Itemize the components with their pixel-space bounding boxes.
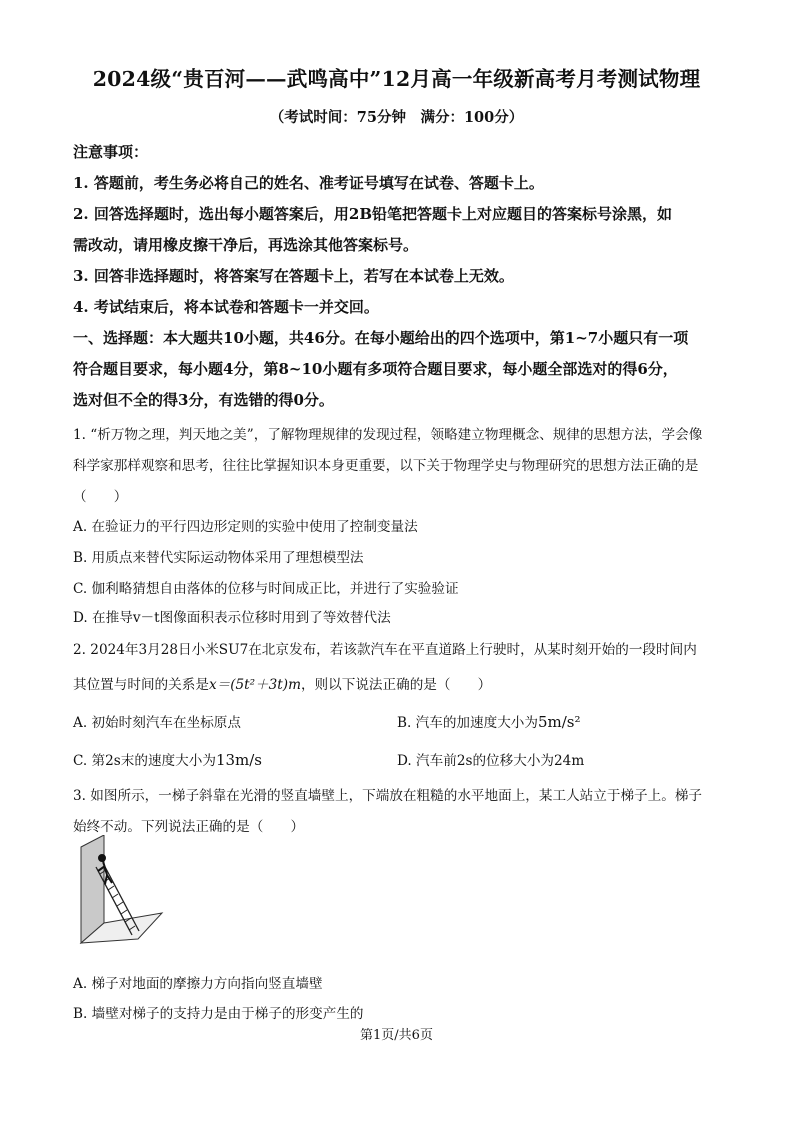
notice-item: 2. 回答选择题时，选出每小题答案后，用2B铅笔把答题卡上对应题目的答案标号涂黑，如: [73, 205, 673, 223]
question-1-option-a: A. 在验证力的平行四边形定则的实验中使用了控制变量法: [73, 519, 418, 535]
question-2-stem: 2. 2024年3月28日小米SU7在北京发布，若该款汽车在平直道路上行驶时，从某时刻开始的一段时间内: [73, 642, 697, 658]
question-2-option-d: D. 汽车前2s的位移大小为24m: [397, 753, 585, 769]
notice-item: 1. 答题前，考生务必将自己的姓名、准考证号填写在试卷、答题卡上。: [73, 174, 544, 192]
option-b-value: 5m/s²: [537, 713, 581, 731]
position-formula: x＝(5t²＋3t)m: [208, 677, 301, 693]
question-2-option-b: [397, 711, 581, 731]
question-1-option-c: C. 伽利略猜想自由落体的位移与时间成正比，并进行了实验验证: [73, 581, 459, 597]
question-3-stem: 始终不动。下列说法正确的是（ ）: [73, 819, 305, 835]
question-1-option-d: D. 在推导v－t图像面积表示位移时用到了等效替代法: [73, 610, 391, 626]
page-footer: 第1页/共6页: [360, 1028, 433, 1043]
question-3-option-b: B. 墙壁对梯子的支持力是由于梯子的形变产生的: [73, 1006, 364, 1022]
notice-heading: 注意事项：: [73, 143, 149, 161]
option-b-text: B. 汽车的加速度大小为: [397, 715, 538, 731]
question-1-stem: 科学家那样观察和思考，往往比掌握知识本身更重要，以下关于物理学史与物理研究的思想方法正确的是: [73, 458, 699, 474]
question-2-suffix: ，则以下说法正确的是（ ）: [300, 677, 492, 693]
notice-item: 需改动，请用橡皮擦干净后，再选涂其他答案标号。: [73, 236, 419, 254]
exam-title: 2024级“贵百河——武鸣高中”12月高一年级新高考月考测试物理: [92, 67, 701, 91]
question-3-option-a: A. 梯子对地面的摩擦力方向指向竖直墙壁: [73, 976, 323, 992]
notice-item: 3. 回答非选择题时，将答案写在答题卡上，若写在本试卷上无效。: [73, 267, 514, 285]
question-1-stem: 1. “析万物之理，判天地之美”，了解物理规律的发现过程，领略建立物理概念、规律的思想方法，学会像: [73, 427, 703, 443]
question-2-option-c: [73, 749, 262, 769]
question-3-stem: 3. 如图所示，一梯子斜靠在光滑的竖直墙壁上，下端放在粗糙的水平地面上，某工人站立于梯子上。梯子: [73, 788, 703, 804]
question-1-stem: （ ）: [73, 489, 128, 505]
notice-item: 4. 考试结束后，将本试卷和答题卡一并交回。: [73, 298, 379, 316]
option-c-value: 13m/s: [215, 751, 262, 769]
section-instructions: 选对但不全的得3分，有选错的得0分。: [73, 391, 334, 409]
section-instructions: 符合题目要求，每小题4分，第8~10小题有多项符合题目要求，每小题全部选对的得6分，: [73, 360, 678, 378]
option-c-text: C. 第2s末的速度大小为: [73, 753, 216, 769]
question-2-stem-line2: [73, 673, 491, 693]
question-2-prefix: 其位置与时间的关系是: [73, 677, 209, 693]
question-1-option-b: B. 用质点来替代实际运动物体采用了理想模型法: [73, 550, 364, 566]
ladder-wall-figure: [76, 835, 166, 950]
question-2-option-a: A. 初始时刻汽车在坐标原点: [73, 715, 241, 731]
section-instructions: 一、选择题：本大题共10小题，共46分。在每小题给出的四个选项中，第1~7小题只有一项: [73, 329, 689, 347]
exam-subtitle: （考试时间：75分钟 满分：100分）: [269, 109, 524, 126]
